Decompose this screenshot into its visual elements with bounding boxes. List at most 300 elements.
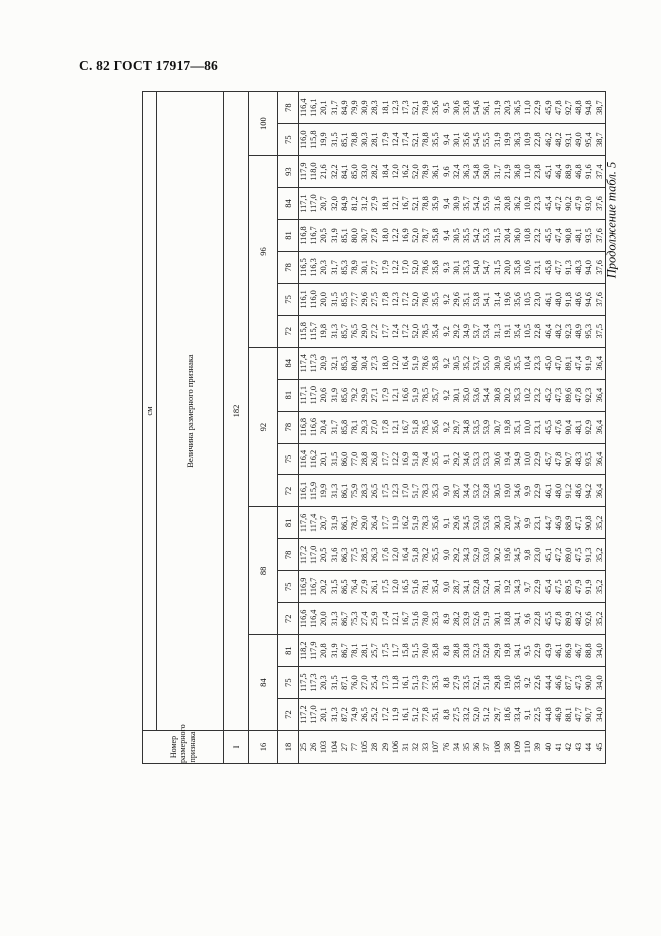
value-cell: 45,8 <box>544 251 554 283</box>
value-cell: 52,1 <box>411 92 421 124</box>
value-cell: 16,1 <box>401 699 411 731</box>
value-cell: 29,2 <box>452 539 462 571</box>
value-cell: 31,3 <box>330 475 340 507</box>
value-cell: 77,9 <box>421 667 431 699</box>
value-cell: 53,2 <box>472 475 482 507</box>
row-number-cell: 42 <box>564 731 574 764</box>
value-cell: 53,6 <box>482 507 492 539</box>
value-cell: 85,3 <box>340 251 350 283</box>
value-cell: 74,9 <box>350 699 360 731</box>
value-cell: 76,4 <box>350 571 360 603</box>
table-row <box>452 92 462 764</box>
value-cell: 29,7 <box>452 411 462 443</box>
value-cell: 95,3 <box>584 315 594 347</box>
value-cell: 86,7 <box>340 635 350 667</box>
value-cell: 17,9 <box>381 379 391 411</box>
value-cell: 16,1 <box>401 667 411 699</box>
value-cell: 30,1 <box>452 251 462 283</box>
value-cell: 116,7 <box>309 220 319 252</box>
value-cell: 19,0 <box>503 667 513 699</box>
value-cell: 17,7 <box>381 315 391 347</box>
table-row <box>442 92 452 764</box>
value-cell: 17,4 <box>381 603 391 635</box>
value-cell: 35,6 <box>462 124 472 156</box>
value-cell: 53,7 <box>472 315 482 347</box>
value-cell: 9,9 <box>523 475 533 507</box>
value-cell: 88,8 <box>584 635 594 667</box>
value-cell: 92,3 <box>564 315 574 347</box>
value-cell: 36,4 <box>595 443 606 475</box>
value-cell: 17,7 <box>381 507 391 539</box>
value-cell: 78,1 <box>421 571 431 603</box>
row-number-cell: 34 <box>452 731 462 764</box>
value-cell: 20,8 <box>503 188 513 220</box>
subgroup-header: 78 <box>278 92 299 124</box>
value-cell: 23,0 <box>533 283 543 315</box>
table-row <box>595 92 606 764</box>
value-cell: 116,2 <box>309 443 319 475</box>
value-cell: 30,1 <box>452 124 462 156</box>
value-cell: 85,1 <box>340 220 350 252</box>
value-cell: 23,1 <box>533 411 543 443</box>
value-cell: 12,4 <box>391 124 401 156</box>
value-cell: 44,7 <box>544 507 554 539</box>
value-cell: 116,6 <box>299 603 310 635</box>
value-cell: 9,1 <box>523 699 533 731</box>
value-cell: 91,9 <box>584 347 594 379</box>
value-cell: 9,2 <box>442 347 452 379</box>
value-cell: 35,2 <box>595 571 606 603</box>
value-cell: 29,2 <box>452 443 462 475</box>
value-cell: 35,6 <box>432 411 442 443</box>
value-cell: 20,4 <box>503 220 513 252</box>
value-cell: 12,0 <box>391 571 401 603</box>
value-cell: 27,1 <box>370 379 380 411</box>
value-cell: 78,5 <box>421 379 431 411</box>
value-cell: 78,9 <box>421 156 431 188</box>
value-cell: 78,9 <box>421 92 431 124</box>
value-cell: 77,5 <box>350 539 360 571</box>
value-cell: 85,3 <box>340 347 350 379</box>
row-number-cell: 27 <box>340 731 350 764</box>
value-cell: 18,0 <box>381 347 391 379</box>
value-cell: 54,0 <box>472 251 482 283</box>
value-cell: 53,5 <box>472 411 482 443</box>
value-cell: 37,6 <box>595 251 606 283</box>
value-cell: 31,9 <box>330 635 340 667</box>
value-cell: 117,2 <box>299 539 310 571</box>
value-cell: 52,1 <box>472 667 482 699</box>
row-number-cell: 106 <box>391 731 401 764</box>
value-cell: 17,6 <box>381 539 391 571</box>
value-cell: 31,5 <box>330 443 340 475</box>
value-cell: 94,2 <box>584 475 594 507</box>
table-row <box>340 92 350 764</box>
value-cell: 29,6 <box>452 283 462 315</box>
value-cell: 10,5 <box>523 283 533 315</box>
value-cell: 16,7 <box>401 411 411 443</box>
value-cell: 27,5 <box>370 283 380 315</box>
value-cell: 52,0 <box>411 251 421 283</box>
value-cell: 31,3 <box>330 699 340 731</box>
group-header: 92 <box>249 347 278 507</box>
value-cell: 20,0 <box>319 283 329 315</box>
value-cell: 78,5 <box>421 411 431 443</box>
value-cell: 30,9 <box>360 92 370 124</box>
value-cell: 27,9 <box>452 667 462 699</box>
value-cell: 16,7 <box>401 188 411 220</box>
value-cell: 21,6 <box>319 156 329 188</box>
value-cell: 53,9 <box>482 411 492 443</box>
value-cell: 47,8 <box>554 92 564 124</box>
value-cell: 30,9 <box>493 347 503 379</box>
value-cell: 47,4 <box>574 347 584 379</box>
value-cell: 9,1 <box>442 443 452 475</box>
table-row <box>360 92 370 764</box>
value-cell: 48,0 <box>554 475 564 507</box>
table-row <box>533 92 543 764</box>
value-cell: 27,9 <box>370 188 380 220</box>
value-cell: 35,4 <box>432 315 442 347</box>
row-number-cell: 33 <box>421 731 431 764</box>
value-cell: 85,0 <box>350 156 360 188</box>
value-cell: 92,9 <box>584 411 594 443</box>
value-cell: 116,7 <box>309 571 319 603</box>
value-cell: 28,7 <box>452 475 462 507</box>
value-cell: 12,1 <box>391 188 401 220</box>
value-cell: 31,5 <box>330 667 340 699</box>
value-cell: 51,9 <box>482 603 492 635</box>
value-cell: 53,4 <box>482 315 492 347</box>
value-cell: 30,6 <box>493 443 503 475</box>
subgroup-header: 78 <box>278 411 299 443</box>
value-cell: 18,4 <box>381 156 391 188</box>
value-cell: 94,8 <box>584 92 594 124</box>
value-cell: 35,3 <box>462 251 472 283</box>
value-cell: 34,7 <box>513 507 523 539</box>
value-cell: 35,5 <box>432 539 442 571</box>
value-cell: 36,1 <box>432 156 442 188</box>
value-cell: 37,6 <box>595 283 606 315</box>
table-row <box>554 92 564 764</box>
value-cell: 36,4 <box>595 379 606 411</box>
value-cell: 51,9 <box>411 379 421 411</box>
value-cell: 20,4 <box>319 411 329 443</box>
value-cell: 31,9 <box>330 220 340 252</box>
value-cell: 86,5 <box>340 571 350 603</box>
value-cell: 12,2 <box>391 251 401 283</box>
value-cell: 95,4 <box>584 124 594 156</box>
value-cell: 52,6 <box>472 603 482 635</box>
table-row <box>309 92 319 764</box>
value-cell: 45,4 <box>544 571 554 603</box>
value-cell: 47,1 <box>574 507 584 539</box>
subgroup-header: 81 <box>278 220 299 252</box>
value-cell: 78,8 <box>421 188 431 220</box>
value-cell: 25,7 <box>370 635 380 667</box>
value-cell: 38,7 <box>595 124 606 156</box>
value-cell: 31,5 <box>330 283 340 315</box>
value-cell: 51,5 <box>411 635 421 667</box>
value-cell: 30,1 <box>493 603 503 635</box>
value-cell: 36,3 <box>513 124 523 156</box>
value-cell: 34,1 <box>513 635 523 667</box>
subgroup-header: 72 <box>278 603 299 635</box>
value-cell: 116,9 <box>299 571 310 603</box>
value-cell: 47,2 <box>554 539 564 571</box>
value-cell: 45,1 <box>544 156 554 188</box>
value-cell: 26,5 <box>360 699 370 731</box>
value-cell: 16,7 <box>401 603 411 635</box>
value-cell: 90,8 <box>564 220 574 252</box>
value-cell: 29,0 <box>360 315 370 347</box>
value-cell: 20,0 <box>503 507 513 539</box>
value-cell: 16,2 <box>401 156 411 188</box>
value-cell: 31,5 <box>493 251 503 283</box>
value-cell: 34,9 <box>462 315 472 347</box>
table-row <box>319 92 329 764</box>
value-cell: 117,2 <box>299 699 310 731</box>
value-cell: 34,6 <box>462 443 472 475</box>
value-cell: 26,3 <box>370 539 380 571</box>
value-cell: 34,0 <box>595 699 606 731</box>
value-cell: 116,5 <box>299 251 310 283</box>
value-cell: 43,9 <box>544 635 554 667</box>
value-cell: 20,1 <box>319 443 329 475</box>
value-cell: 45,9 <box>544 92 554 124</box>
value-cell: 85,1 <box>340 124 350 156</box>
value-cell: 35,8 <box>513 251 523 283</box>
value-cell: 35,6 <box>513 283 523 315</box>
value-cell: 93,5 <box>584 220 594 252</box>
value-cell: 46,8 <box>574 156 584 188</box>
value-cell: 20,9 <box>319 347 329 379</box>
value-cell: 10,0 <box>523 411 533 443</box>
value-cell: 48,3 <box>574 443 584 475</box>
value-cell: 9,1 <box>442 507 452 539</box>
value-cell: 20,5 <box>319 220 329 252</box>
value-cell: 16,9 <box>401 443 411 475</box>
value-cell: 25,2 <box>370 699 380 731</box>
value-cell: 22,8 <box>533 315 543 347</box>
value-cell: 89,9 <box>564 603 574 635</box>
value-cell: 17,2 <box>401 283 411 315</box>
value-cell: 52,0 <box>411 315 421 347</box>
subgroup-header: 72 <box>278 475 299 507</box>
value-cell: 51,8 <box>482 667 492 699</box>
value-cell: 51,9 <box>411 507 421 539</box>
value-cell: 116,1 <box>309 92 319 124</box>
value-cell: 89,5 <box>564 571 574 603</box>
value-cell: 34,9 <box>513 443 523 475</box>
value-cell: 36,0 <box>513 220 523 252</box>
value-cell: 19,6 <box>503 283 513 315</box>
size-table <box>142 91 606 764</box>
value-cell: 31,5 <box>330 124 340 156</box>
value-cell: 94,0 <box>584 251 594 283</box>
row-number-cell: 37 <box>482 731 492 764</box>
value-cell: 54,6 <box>472 92 482 124</box>
value-cell: 77,0 <box>350 443 360 475</box>
subgroup-header: 93 <box>278 156 299 188</box>
value-cell: 20,6 <box>319 379 329 411</box>
value-cell: 51,9 <box>411 347 421 379</box>
value-cell: 86,1 <box>340 507 350 539</box>
value-cell: 85,6 <box>340 379 350 411</box>
value-cell: 10,9 <box>523 188 533 220</box>
value-cell: 78,2 <box>421 539 431 571</box>
value-cell: 117,4 <box>299 347 310 379</box>
value-cell: 34,4 <box>462 475 472 507</box>
table-row <box>370 92 380 764</box>
value-cell: 27,4 <box>360 603 370 635</box>
value-cell: 48,3 <box>574 251 584 283</box>
group-header: 84 <box>249 635 278 731</box>
table-row <box>432 92 442 764</box>
table-row <box>503 92 513 764</box>
value-cell: 36,4 <box>595 411 606 443</box>
value-cell: 51,2 <box>411 699 421 731</box>
value-cell: 51,8 <box>411 539 421 571</box>
group-header: 88 <box>249 507 278 635</box>
value-cell: 36,5 <box>513 92 523 124</box>
value-cell: 48,2 <box>574 603 584 635</box>
value-cell: 30,2 <box>493 539 503 571</box>
value-cell: 34,3 <box>513 571 523 603</box>
value-cell: 26,1 <box>370 571 380 603</box>
value-cell: 8,8 <box>442 699 452 731</box>
value-cell: 17,2 <box>401 315 411 347</box>
value-cell: 32,0 <box>330 188 340 220</box>
value-cell: 30,6 <box>452 92 462 124</box>
value-cell: 79,9 <box>350 92 360 124</box>
value-cell: 17,5 <box>381 571 391 603</box>
table-row <box>401 92 411 764</box>
value-cell: 22,6 <box>533 667 543 699</box>
col18-header: 18 <box>278 731 299 764</box>
value-cell: 115,9 <box>309 475 319 507</box>
value-cell: 75,9 <box>350 475 360 507</box>
value-cell: 35,5 <box>462 220 472 252</box>
value-cell: 117,0 <box>309 379 319 411</box>
value-cell: 9,0 <box>442 539 452 571</box>
value-cell: 75,3 <box>350 603 360 635</box>
value-cell: 35,1 <box>432 699 442 731</box>
value-cell: 35,5 <box>432 283 442 315</box>
value-cell: 117,6 <box>299 507 310 539</box>
value-cell: 11,7 <box>391 635 401 667</box>
subgroup-header: 84 <box>278 347 299 379</box>
value-cell: 18,8 <box>503 603 513 635</box>
value-cell: 116,8 <box>299 220 310 252</box>
value-cell: 90,7 <box>564 443 574 475</box>
subgroup-header: 75 <box>278 124 299 156</box>
value-cell: 22,9 <box>533 635 543 667</box>
row-number-cell: 110 <box>523 731 533 764</box>
value-cell: 86,9 <box>564 635 574 667</box>
value-cell: 116,0 <box>309 283 319 315</box>
value-cell: 20,1 <box>319 92 329 124</box>
value-cell: 54,2 <box>472 220 482 252</box>
value-cell: 12,1 <box>391 411 401 443</box>
value-cell: 48,6 <box>574 283 584 315</box>
value-cell: 52,0 <box>472 699 482 731</box>
value-cell: 85,7 <box>340 315 350 347</box>
value-cell: 36,4 <box>595 475 606 507</box>
value-cell: 23,1 <box>533 507 543 539</box>
value-cell: 19,1 <box>503 315 513 347</box>
value-cell: 22,9 <box>533 92 543 124</box>
value-cell: 31,3 <box>330 315 340 347</box>
value-cell: 31,9 <box>330 507 340 539</box>
table-body <box>299 92 606 764</box>
table-row <box>421 92 431 764</box>
value-cell: 30,7 <box>360 220 370 252</box>
value-cell: 45,7 <box>544 443 554 475</box>
value-cell: 10,8 <box>523 220 533 252</box>
value-cell: 117,0 <box>309 699 319 731</box>
value-cell: 20,7 <box>319 507 329 539</box>
value-cell: 34,0 <box>595 667 606 699</box>
row-number-cell: 38 <box>503 731 513 764</box>
value-cell: 53,8 <box>472 283 482 315</box>
value-cell: 9,7 <box>523 571 533 603</box>
value-cell: 20,6 <box>503 347 513 379</box>
value-cell: 20,2 <box>319 571 329 603</box>
value-cell: 16,5 <box>401 571 411 603</box>
value-cell: 12,3 <box>391 283 401 315</box>
table-row <box>350 92 360 764</box>
table-row <box>411 92 421 764</box>
value-cell: 28,8 <box>452 635 462 667</box>
value-cell: 78,0 <box>421 603 431 635</box>
value-cell: 16,4 <box>401 539 411 571</box>
value-cell: 55,9 <box>482 188 492 220</box>
value-cell: 52,8 <box>482 635 492 667</box>
subgroup-header: 75 <box>278 571 299 603</box>
value-cell: 35,4 <box>513 315 523 347</box>
value-cell: 78,5 <box>421 315 431 347</box>
value-cell: 78,9 <box>350 251 360 283</box>
value-cell: 90,4 <box>564 411 574 443</box>
value-cell: 34,1 <box>462 571 472 603</box>
value-cell: 78,6 <box>421 283 431 315</box>
value-cell: 22,8 <box>533 603 543 635</box>
value-cell: 35,4 <box>432 571 442 603</box>
subgroup-header: 75 <box>278 667 299 699</box>
table-row <box>584 92 594 764</box>
value-cell: 54,4 <box>482 379 492 411</box>
value-cell: 10,2 <box>523 379 533 411</box>
value-cell: 81,2 <box>350 188 360 220</box>
value-cell: 89,1 <box>564 347 574 379</box>
value-cell: 87,7 <box>564 667 574 699</box>
table-row <box>564 92 574 764</box>
value-cell: 46,9 <box>554 699 564 731</box>
value-cell: 20,7 <box>319 188 329 220</box>
value-cell: 9,5 <box>523 635 533 667</box>
value-cell: 16,2 <box>401 507 411 539</box>
value-cell: 30,7 <box>493 411 503 443</box>
value-cell: 47,0 <box>554 347 564 379</box>
value-cell: 47,8 <box>554 603 564 635</box>
value-cell: 47,8 <box>574 379 584 411</box>
row-number-cell: 39 <box>533 731 543 764</box>
value-cell: 54,8 <box>472 156 482 188</box>
value-cell: 117,0 <box>309 539 319 571</box>
value-cell: 30,1 <box>360 251 370 283</box>
value-cell: 34,6 <box>513 475 523 507</box>
